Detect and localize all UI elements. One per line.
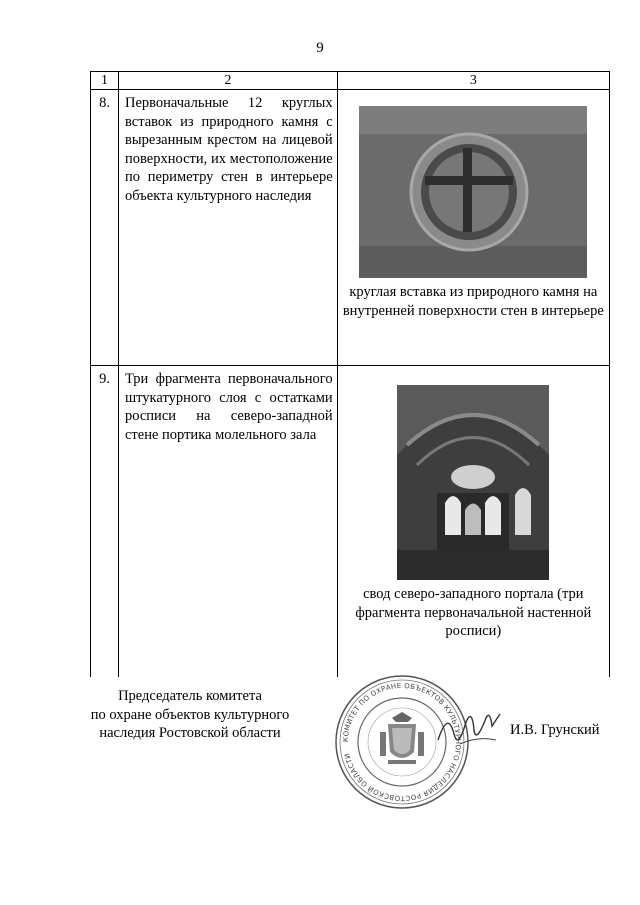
- row-description: Три фрагмента первоначального штукатурного слоя с остатками росписи на северо-западной стене портика молельного зала: [125, 371, 333, 443]
- portal-vault-photo: [397, 385, 549, 580]
- row-description-cell: [119, 90, 338, 366]
- objects-table: [90, 71, 610, 677]
- seal-text: КОМИТЕТ ПО ОХРАНЕ ОБЪЕКТОВ КУЛЬТУРНОГО НАСЛЕДИЯ РОСТОВСКОЙ ОБЛАСТИ: [341, 681, 463, 803]
- handwritten-signature: [430, 700, 510, 760]
- row-number: 9.: [91, 366, 119, 678]
- signatory-name: И.В. Грунский: [510, 722, 600, 738]
- header-col-3: 3: [337, 72, 609, 90]
- row-description-cell: [119, 366, 338, 678]
- photo-caption: круглая вставка из природного камня на внутренней поверхности стен в интерьере: [342, 284, 604, 319]
- row-number: 8.: [91, 90, 119, 366]
- photo-caption: свод северо-западного портала (три фрагмента первоначальной настенной росписи): [355, 586, 592, 639]
- signatory-title-line: наследия Ростовской области: [99, 725, 281, 741]
- header-col-2: 2: [119, 72, 338, 90]
- row-photo-cell: [337, 366, 609, 678]
- row-photo-cell: [337, 90, 609, 366]
- signatory-title-line: Председатель комитета: [118, 688, 262, 704]
- table-row: [91, 90, 610, 366]
- signatory-title: [80, 687, 300, 743]
- signatory-title-line: по охране объектов культурного: [90, 706, 290, 723]
- stone-insert-photo: [359, 106, 587, 278]
- table-row: [91, 366, 610, 678]
- table-header-row: [91, 72, 610, 90]
- page-number: 9: [316, 40, 324, 56]
- row-description: Первоначальные 12 круглых вставок из природного камня с вырезанным крестом на лицевой поверхности, их местоположение по периметру стен в интерьере объекта культурного наследия: [125, 95, 333, 204]
- header-col-1: 1: [91, 72, 119, 90]
